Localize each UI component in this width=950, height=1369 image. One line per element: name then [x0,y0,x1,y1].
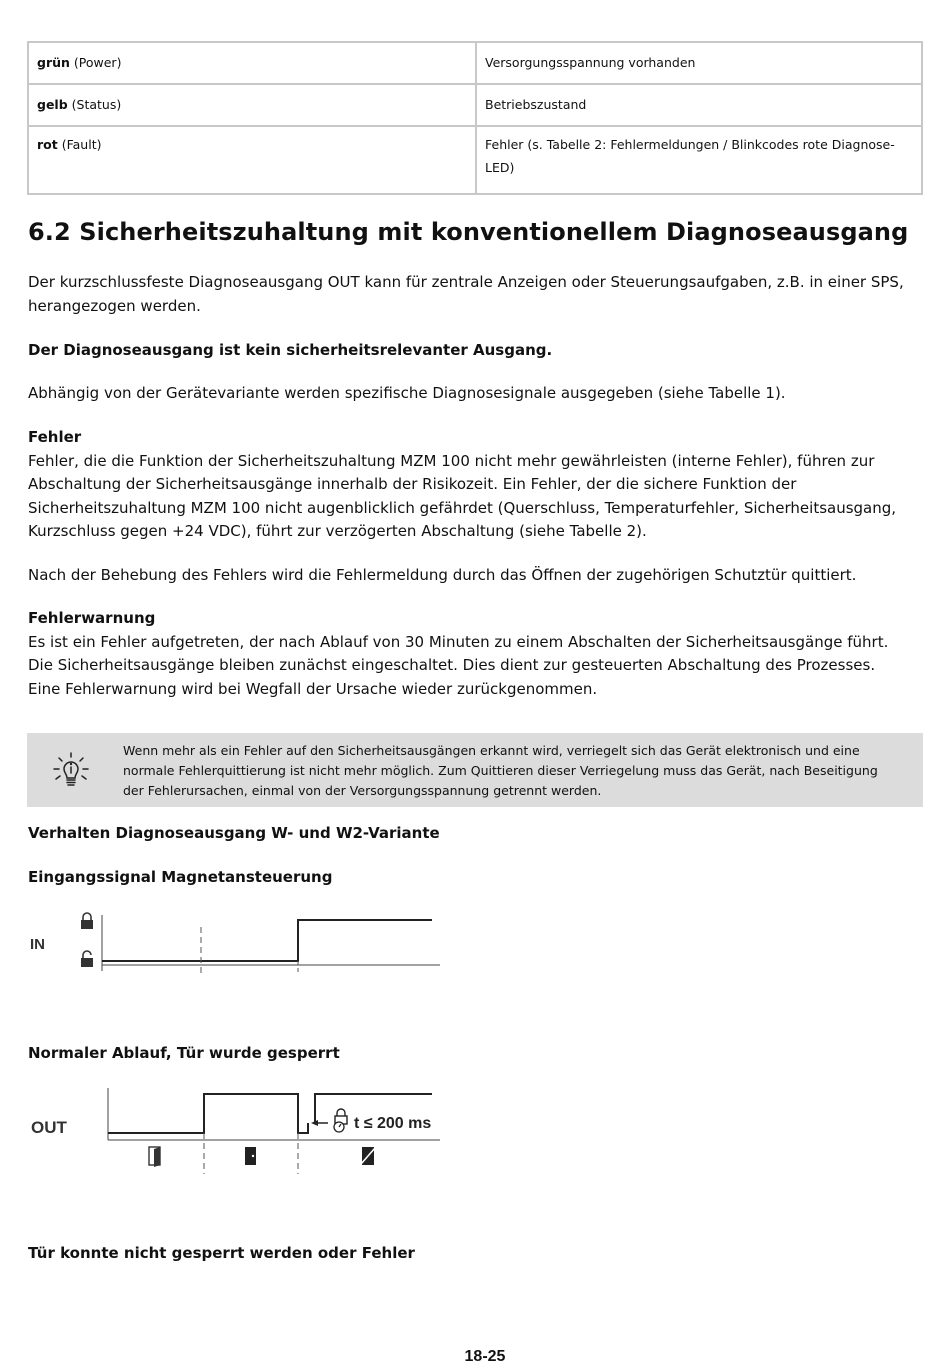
table-row [28,42,922,84]
led-meaning: Betriebszustand [476,84,922,126]
led-meaning-line: LED) [485,160,515,175]
led-color: rot [37,137,58,152]
led-label: (Power) [73,55,122,70]
led-meaning-cell [476,126,922,194]
text-line: der Fehlerursachen, einmal von der Versorgungsspannung getrennt werden. [123,782,602,798]
led-label: (Fault) [61,137,102,152]
safety-note: Der Diagnoseausgang ist kein sicherheitsrelevanter Ausgang. [28,341,553,359]
text-line: Die Sicherheitsausgänge bleiben zunächst eingeschaltet. Dies dient zur gesteuerten Abschaltung des Prozesses. [28,656,876,674]
text-line: Abschaltung der Sicherheitsausgänge innerhalb der Risikozeit. Ein Fehler, der die sichere Funktion der [28,475,797,493]
input-heading: Eingangssignal Magnetansteuerung [28,868,333,886]
text-line: Es ist ein Fehler aufgetreten, der nach Ablauf von 30 Minuten zu einem Abschalten der Sicherheitsausgänge führt. [28,632,889,651]
door-locked-icon [361,1147,375,1165]
fehler-heading: Fehler [28,428,82,446]
page-number: 18-25 [464,1348,506,1365]
lightbulb-info-icon [51,751,91,795]
door-closed-icon [245,1147,256,1165]
text-line: Wenn mehr als ein Fehler auf den Sicherheitsausgängen erkannt wird, verriegelt sich das Gerät elektronisch und eine [123,743,860,758]
table-row [28,84,922,126]
fehler-paragraph [28,426,928,544]
section-title: 6.2 Sicherheitszuhaltung mit konventionellem Diagnoseausgang [28,218,909,246]
out-signal-label: OUT [31,1118,67,1137]
led-meaning-line: Fehler (s. Tabelle 2: Fehlermeldungen / Blinkcodes rote Diagnose- [485,137,895,152]
text-line: Kurzschluss gegen +24 VDC), führt zur verzögerten Abschaltung (siehe Tabelle 2). [28,522,647,540]
intro-paragraph [28,271,928,318]
led-color: grün [37,55,70,70]
reset-paragraph: Nach der Behebung des Fehlers wird die Fehlermeldung durch das Öffnen der zugehörigen Schutztür quittiert. [28,566,857,584]
normal-heading: Normaler Ablauf, Tür wurde gesperrt [28,1044,340,1062]
input-signal-diagram [28,905,448,985]
lock-closed-icon [81,913,93,929]
text-line: herangezogen werden. [28,296,201,315]
fehlerwarnung-heading: Fehlerwarnung [28,609,156,627]
info-note-box [27,733,923,807]
led-color-cell [28,126,476,194]
in-signal-label: IN [30,936,45,953]
led-color-cell [28,84,476,126]
output-signal-diagram [28,1082,448,1177]
text-line: Der kurzschlussfeste Diagnoseausgang OUT kann für zentrale Anzeigen oder Steuerungsaufgaben, z.B. in einer SPS, [28,273,904,291]
led-color: gelb [37,97,68,112]
led-meaning: Versorgungsspannung vorhanden [476,42,922,84]
led-label: (Status) [71,97,122,112]
fehlerwarnung-paragraph [28,607,928,701]
text-line: normale Fehlerquittierung ist nicht mehr möglich. Zum Quittieren dieser Verriegelung muss das Gerät, nach Beseitigung [123,762,878,778]
variant-note: Abhängig von der Gerätevariante werden spezifische Diagnosesignale ausgegeben (siehe Tabelle 1). [28,384,786,402]
text-line: Sicherheitszuhaltung MZM 100 nicht augenblicklich gefährdet (Querschluss, Temperaturfehler, Sicherheitsausgang, [28,498,897,517]
led-color-cell [28,42,476,84]
fault-heading: Tür konnte nicht gesperrt werden oder Fehler [28,1244,415,1262]
table-row [28,126,922,194]
timing-label: t ≤ 200 ms [354,1115,432,1132]
text-line: Eine Fehlerwarnung wird bei Wegfall der Ursache wieder zurückgenommen. [28,679,598,698]
led-status-table [27,41,923,195]
note-text [123,741,913,800]
lock-open-icon [81,951,93,967]
text-line: Fehler, die die Funktion der Sicherheitszuhaltung MZM 100 nicht mehr gewährleisten (interne Fehler), führen zur [28,451,875,470]
behaviour-heading: Verhalten Diagnoseausgang W- und W2-Variante [28,824,440,842]
